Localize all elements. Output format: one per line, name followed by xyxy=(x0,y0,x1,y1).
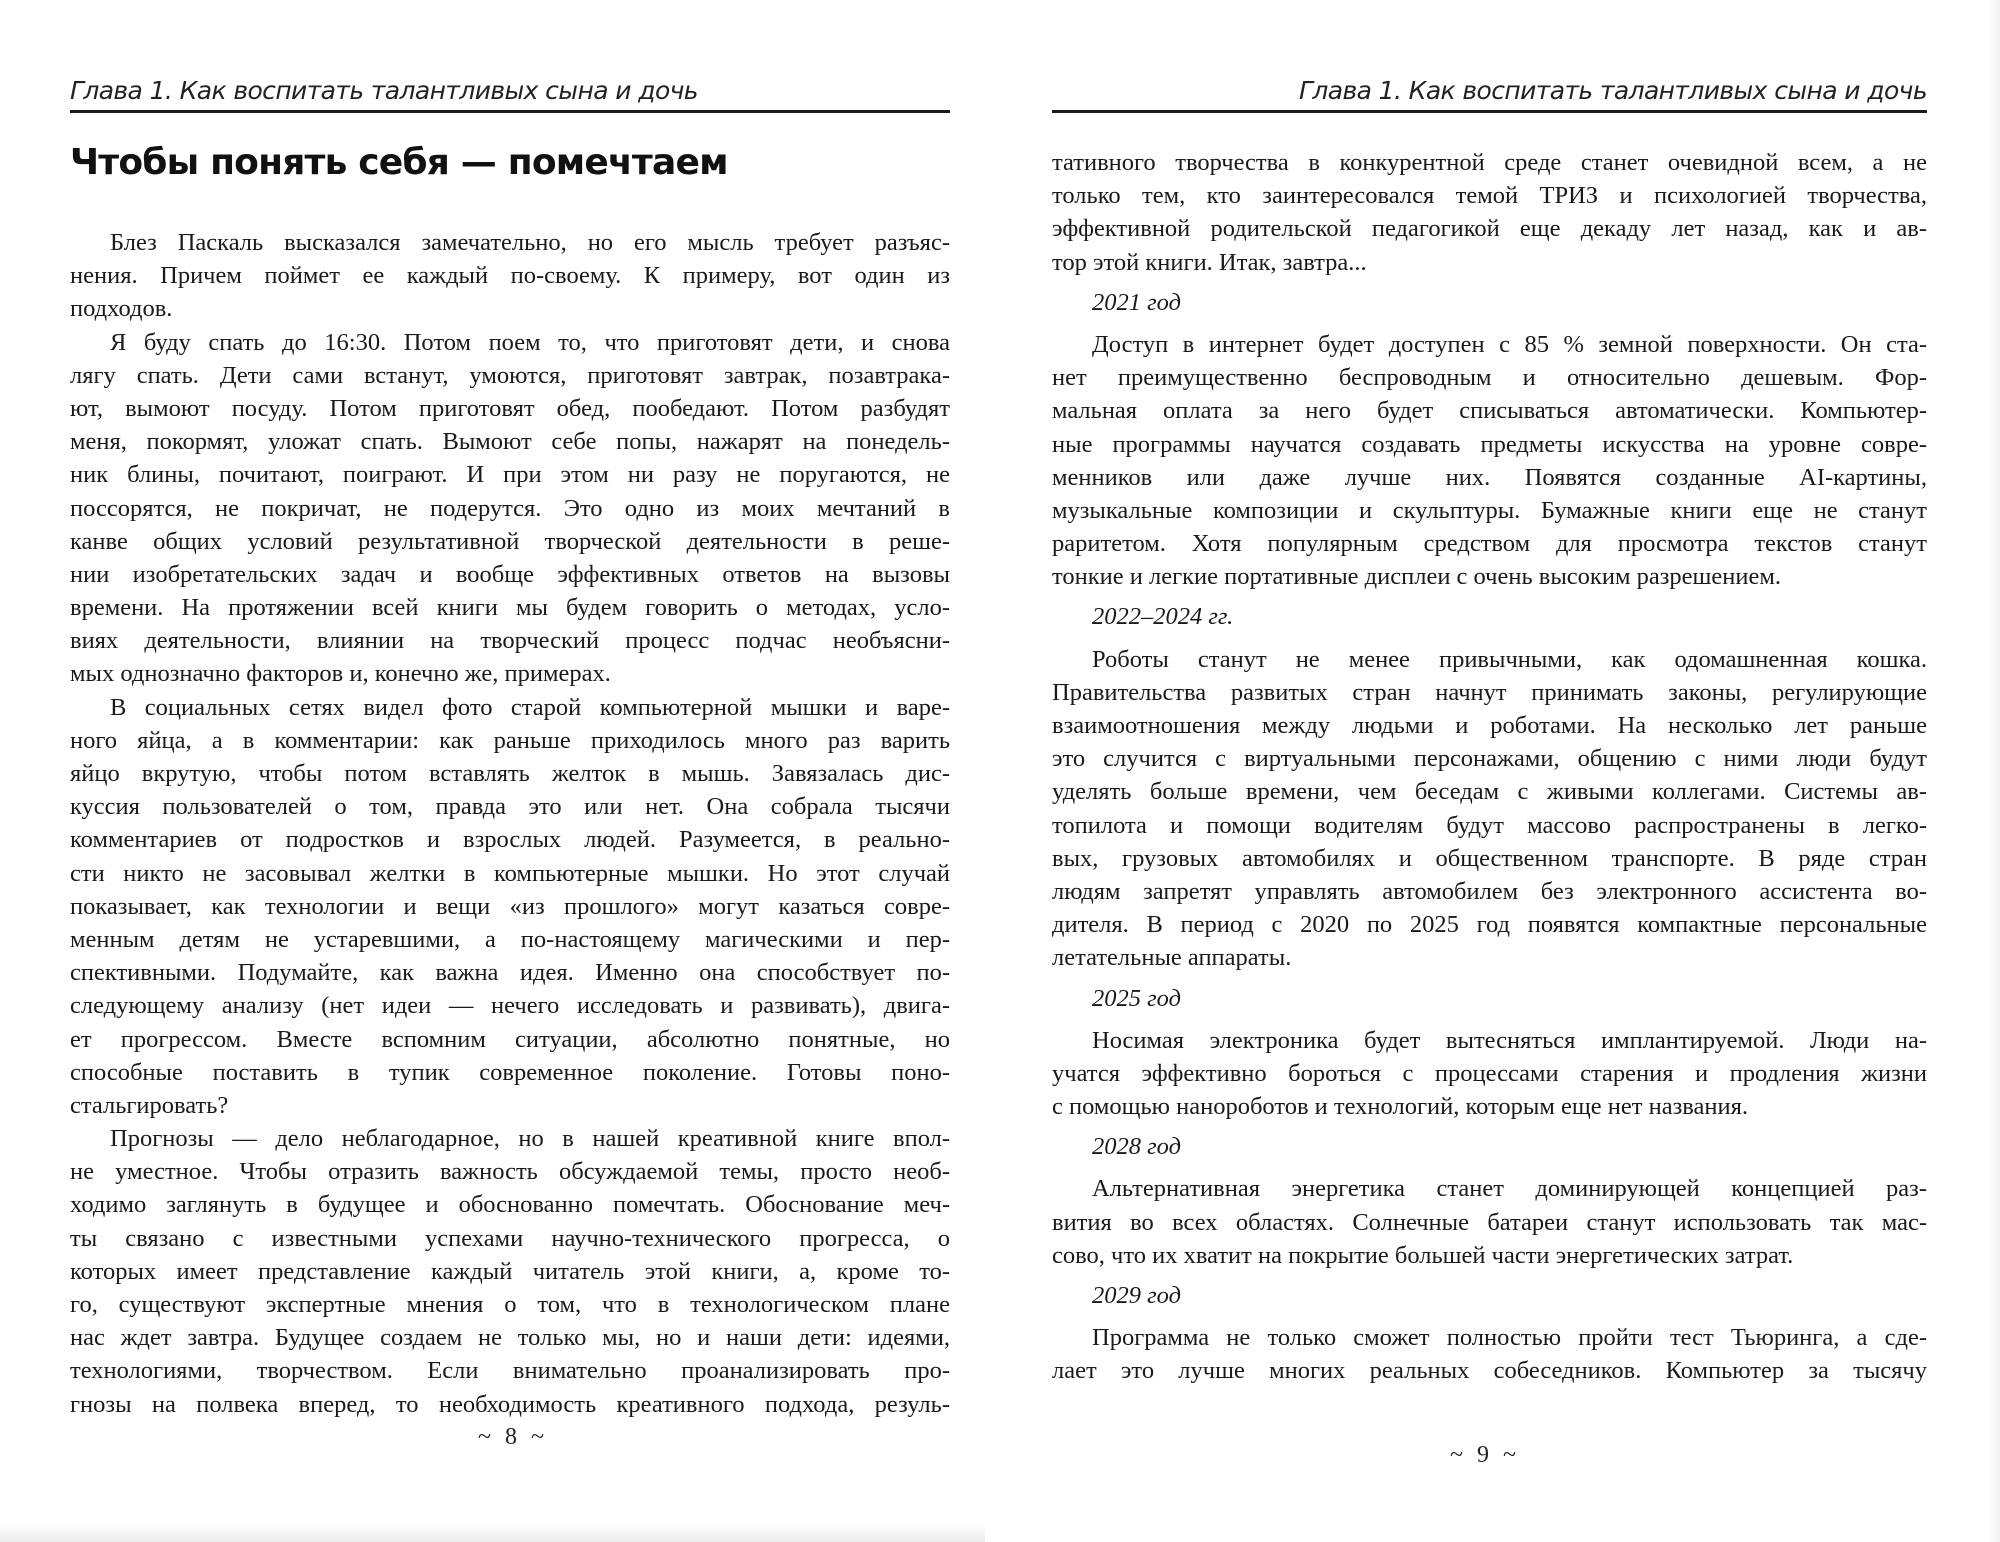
text-line: Прогнозы — дело неблагодарное, но в нашей креативной книге впол- xyxy=(110,1125,950,1153)
page-bottom-shadow xyxy=(0,1524,985,1542)
text-line: следующему анализу (нет идеи — нечего исследовать и развивать), двига- xyxy=(70,992,950,1020)
text-line: эффективной родительской педагогикой еще декаду лет назад, как и ав- xyxy=(1052,215,1927,243)
text-line: показывает, как технологии и вещи «из прошлого» могут казаться совре- xyxy=(70,892,950,920)
forecast-year-heading: 2029 год xyxy=(1092,1282,1182,1309)
text-line: лягу спать. Дети сами встанут, умоются, приготовят завтрак, позавтрака- xyxy=(70,361,950,389)
text-line: технологиями, творчеством. Если внимательно проанализировать про- xyxy=(70,1357,950,1385)
text-line: Программа не только сможет полностью пройти тест Тьюринга, а сде- xyxy=(1092,1324,1927,1352)
right-page xyxy=(995,0,2000,1542)
right-body-column xyxy=(1052,146,1927,1388)
text-line: это случится с виртуальными персонажами, общению с ними люди будут xyxy=(1052,745,1927,773)
paragraph xyxy=(1052,643,1927,975)
text-line: ходимо заглянуть в будущее и обоснованно помечтать. Обоснование меч- xyxy=(70,1191,950,1219)
left-page xyxy=(0,0,995,1542)
text-line: виях деятельности, влиянии на творческий процесс подчас необъясни- xyxy=(70,627,950,655)
text-line: топилота и помощи водителям будут массово распространены в легко- xyxy=(1052,811,1927,839)
text-line: го, существуют экспертные мнения о том, что в технологическом плане xyxy=(70,1291,950,1318)
paragraph xyxy=(1052,1172,1927,1272)
text-line: Доступ в интернет будет доступен с 85 % земной поверхности. Он ста- xyxy=(1092,330,1927,358)
text-line: ты связано с известными успехами научно-технического прогресса, о xyxy=(70,1224,950,1252)
text-line: сти никто не засовывал желтки в компьютерные мышки. Но этот случай xyxy=(70,859,950,887)
text-line: ет прогрессом. Вместе вспомним ситуации, абсолютно понятные, но xyxy=(70,1025,950,1053)
text-line: нас ждет завтра. Будущее создаем не только мы, но и наши дети: идеями, xyxy=(70,1324,950,1352)
text-line: вых, грузовых автомобилях и общественном транспорте. В ряде стран xyxy=(1052,844,1927,872)
text-line: уделять больше времени, чем беседам с живыми коллегами. Системы ав- xyxy=(1052,778,1927,806)
text-line: учатся эффективно бороться с процессами старения и продления жизни xyxy=(1052,1059,1927,1087)
page-number: ~ 8 ~ xyxy=(478,1424,548,1450)
text-line: Правительства развитых стран начнут принимать законы, регулирующие xyxy=(1052,678,1927,706)
running-head: Глава 1. Как воспитать талантливых сына и дочь xyxy=(1052,74,1927,113)
text-line: с помощью нанороботов и технологий, которым еще нет названия. xyxy=(1052,1093,1748,1121)
text-line: нии изобретательских задач и вообще эффективных ответов на вызовы xyxy=(70,560,950,588)
running-head: Глава 1. Как воспитать талантливых сына и дочь xyxy=(70,74,950,113)
text-line: подходов. xyxy=(70,295,173,323)
text-line: Я буду спать до 16:30. Потом поем то, что приготовят дети, и снова xyxy=(110,328,950,356)
text-line: ные программы научатся создавать предметы искусства на уровне совре- xyxy=(1052,430,1927,458)
text-line: комментариев от подростков и взрослых людей. Разумеется, в реально- xyxy=(70,826,950,854)
text-line: меня, покормят, уложат спать. Вымоют себе попы, нажарят на понедель- xyxy=(70,428,950,456)
text-line: тативного творчества в конкурентной среде станет очевидной всем, а не xyxy=(1052,149,1927,176)
text-line: гнозы на полвека вперед, то необходимость креативного подхода, резуль- xyxy=(70,1390,950,1418)
text-line: В социальных сетях видел фото старой компьютерной мышки и варе- xyxy=(110,693,950,721)
text-line: Носимая электроника будет вытесняться имплантируемой. Люди на- xyxy=(1092,1026,1927,1054)
left-body-column xyxy=(70,226,950,1421)
text-line: яйцо вкрутую, чтобы потом вставлять желток в мышь. Завязалась дис- xyxy=(70,760,950,787)
text-line: канве общих условий результативной творческой деятельности в реше- xyxy=(70,527,950,555)
text-line: мых однозначно факторов и, конечно же, примерах. xyxy=(70,660,611,688)
text-line: мальная оплата за него будет списываться автоматически. Компьютер- xyxy=(1052,397,1927,425)
text-line: ного яйца, а в комментарии: как раньше приходилось много раз варить xyxy=(70,726,950,754)
text-line: которых имеет представление каждый читатель этой книги, а, кроме то- xyxy=(70,1257,950,1285)
paragraph xyxy=(70,691,950,1122)
text-line: ют, вымоют посуду. Потом приготовят обед, пообедают. Потом разбудят xyxy=(70,394,950,422)
paragraph xyxy=(70,226,950,326)
text-line: взаимоотношения между людьми и роботами. На несколько лет раньше xyxy=(1052,712,1927,739)
text-line: не уместное. Чтобы отразить важность обсуждаемой темы, просто необ- xyxy=(70,1158,950,1186)
forecast-year-heading: 2021 год xyxy=(1092,288,1182,316)
text-line: менников или даже лучше них. Появятся созданные AI-картины, xyxy=(1052,463,1927,491)
forecast-year-heading: 2025 год xyxy=(1092,984,1182,1012)
text-line: нет преимущественно беспроводным и относительно дешевым. Фор- xyxy=(1052,364,1927,392)
text-line: способные поставить в тупик современное поколение. Готовы поно- xyxy=(70,1058,950,1086)
paragraph xyxy=(70,326,950,691)
text-line: спективными. Подумайте, как важна идея. Именно она способствует по- xyxy=(70,959,950,987)
paragraph xyxy=(1052,1321,1927,1387)
text-line: людям запретят управлять автомобилем без электронного ассистента во- xyxy=(1052,877,1927,905)
section-title: Чтобы понять себя — помечтаем xyxy=(70,142,728,183)
text-line: Роботы станут не менее привычными, как одомашненная кошка. xyxy=(1092,645,1927,673)
paragraph xyxy=(1052,328,1927,594)
text-line: Альтернативная энергетика станет доминирующей концепцией раз- xyxy=(1092,1175,1927,1203)
text-line: тонкие и легкие портативные дисплеи с очень высоким разрешением. xyxy=(1052,563,1781,591)
text-line: летательные аппараты. xyxy=(1052,944,1292,972)
forecast-year-heading: 2022–2024 гг. xyxy=(1092,603,1234,631)
text-line: поссорятся, не покричат, не подерутся. Это одно из моих мечтаний в xyxy=(70,494,950,522)
page-edge xyxy=(1988,0,2000,1542)
forecast-year-heading: 2028 год xyxy=(1092,1133,1182,1161)
paragraph xyxy=(1052,1024,1927,1124)
text-line: вития во всех областях. Солнечные батареи станут использовать так мас- xyxy=(1052,1208,1927,1236)
text-line: дителя. В период с 2020 по 2025 год появятся компактные персональные xyxy=(1052,911,1927,939)
text-line: стальгировать? xyxy=(70,1091,229,1119)
text-line: тор этой книги. Итак, завтра... xyxy=(1052,248,1367,276)
text-line: менным детям не устаревшими, а по-настоящему магическими и пер- xyxy=(70,925,950,953)
text-line: нения. Причем поймет ее каждый по-своему. К примеру, вот один из xyxy=(70,262,950,290)
text-line: сово, что их хватит на покрытие большей части энергетических затрат. xyxy=(1052,1241,1794,1269)
text-line: лает это лучше многих реальных собеседников. Компьютер за тысячу xyxy=(1052,1357,1927,1385)
page-number: ~ 9 ~ xyxy=(1450,1442,1520,1468)
text-line: только тем, кто заинтересовался темой ТРИЗ и психологией творчества, xyxy=(1052,182,1927,210)
paragraph xyxy=(70,1122,950,1421)
text-line: раритетом. Хотя популярным средством для просмотра текстов станут xyxy=(1052,530,1927,558)
text-line: музыкальные композиции и скульптуры. Бумажные книги еще не станут xyxy=(1052,496,1927,524)
paragraph xyxy=(1052,146,1927,279)
text-line: куссия пользователей о том, правда это или нет. Она собрала тысячи xyxy=(70,793,950,821)
text-line: ник блины, почитают, поиграют. И при этом ни разу не поругаются, не xyxy=(70,461,950,489)
text-line: Блез Паскаль высказался замечательно, но его мысль требует разъяс- xyxy=(110,229,950,256)
text-line: времени. На протяжении всей книги мы будем говорить о методах, усло- xyxy=(70,594,950,622)
